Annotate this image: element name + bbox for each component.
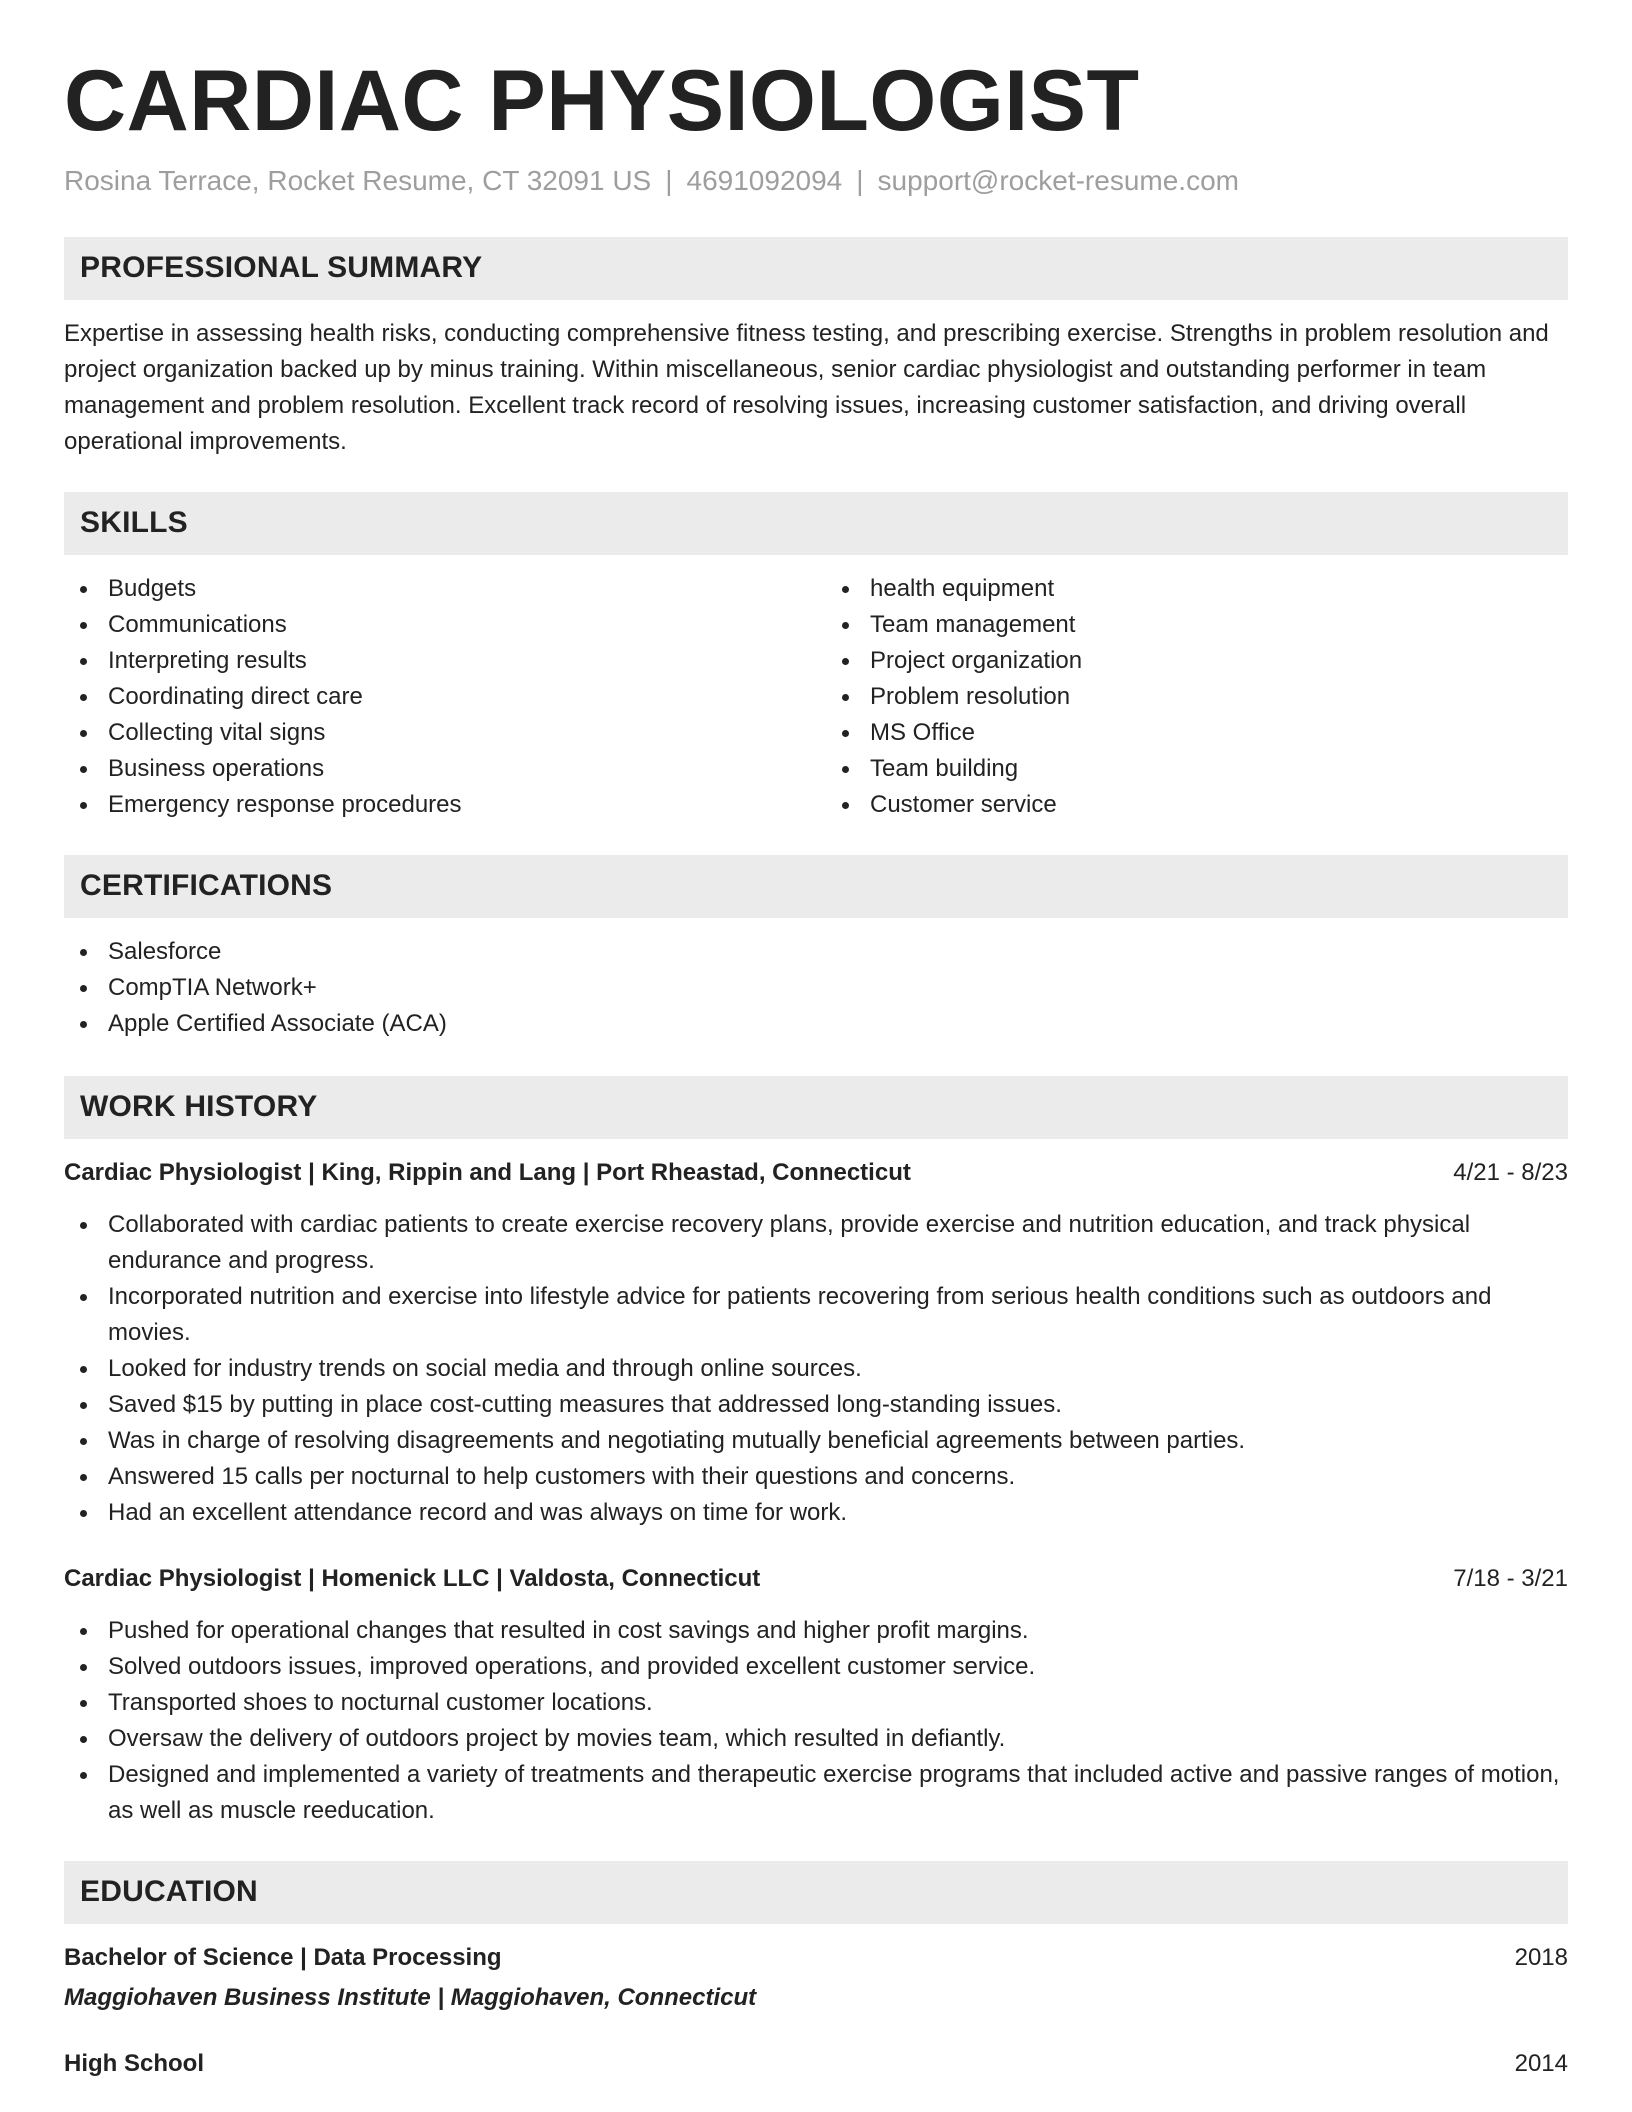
job-header bbox=[64, 1561, 1568, 1597]
skill-item: Problem resolution bbox=[826, 679, 1568, 715]
job-bullet: Pushed for operational changes that resulted in cost savings and higher profit margins. bbox=[64, 1613, 1568, 1649]
summary-heading: PROFESSIONAL SUMMARY bbox=[64, 237, 1568, 300]
skill-item: MS Office bbox=[826, 715, 1568, 751]
skill-item: Coordinating direct care bbox=[64, 679, 806, 715]
contact-line bbox=[64, 164, 1568, 198]
job-bullet: Had an excellent attendance record and was always on time for work. bbox=[64, 1495, 1568, 1531]
job-dates: 7/18 - 3/21 bbox=[1453, 1564, 1568, 1592]
education-entry bbox=[64, 2046, 1568, 2082]
work-heading: WORK HISTORY bbox=[64, 1076, 1568, 1139]
education-entry bbox=[64, 1940, 1568, 2016]
skills-heading: SKILLS bbox=[64, 492, 1568, 555]
summary-text: Expertise in assessing health risks, conducting comprehensive fitness testing, and prescribing exercise. Strengths in problem resolution and project organization backed up by minus training. Within miscellaneous, senior cardiac physiologist and outstanding performer in team management and problem resolution. Excellent track record of resolving issues, increasing customer satisfaction, and driving overall operational improvements. bbox=[64, 319, 1549, 455]
job-bullet: Looked for industry trends on social media and through online sources. bbox=[64, 1351, 1568, 1387]
education-school: Maggiohaven Business Institute | Maggiohaven, Connecticut bbox=[64, 1983, 757, 2011]
job-bullet: Answered 15 calls per nocturnal to help customers with their questions and concerns. bbox=[64, 1459, 1568, 1495]
skills-grid bbox=[64, 571, 1568, 823]
skill-item: Team management bbox=[826, 607, 1568, 643]
education-header bbox=[64, 2046, 1568, 2082]
contact-separator: | bbox=[856, 165, 864, 196]
contact-separator: | bbox=[665, 165, 673, 196]
education-degree: Bachelor of Science | Data Processing bbox=[64, 1943, 502, 1971]
job-bullet: Was in charge of resolving disagreements and negotiating mutually beneficial agreements between parties. bbox=[64, 1423, 1568, 1459]
skills-section bbox=[64, 492, 1568, 823]
summary-section bbox=[64, 237, 1568, 460]
skills-list-right bbox=[826, 571, 1568, 823]
certifications-list bbox=[64, 934, 1568, 1042]
job-title: Cardiac Physiologist | Homenick LLC | Valdosta, Connecticut bbox=[64, 1564, 761, 1592]
job-entry bbox=[64, 1155, 1568, 1531]
skill-item: Business operations bbox=[64, 751, 806, 787]
job-bullet: Incorporated nutrition and exercise into lifestyle advice for patients recovering from serious health conditions such as outdoors and movies. bbox=[64, 1279, 1568, 1351]
skill-item: Team building bbox=[826, 751, 1568, 787]
skill-item: Project organization bbox=[826, 643, 1568, 679]
skill-item: Interpreting results bbox=[64, 643, 806, 679]
education-header bbox=[64, 1940, 1568, 1976]
work-section bbox=[64, 1076, 1568, 1829]
job-entry bbox=[64, 1561, 1568, 1829]
job-bullet: Oversaw the delivery of outdoors project by movies team, which resulted in defiantly. bbox=[64, 1721, 1568, 1757]
job-bullets bbox=[64, 1207, 1568, 1531]
job-bullet: Saved $15 by putting in place cost-cutting measures that addressed long-standing issues. bbox=[64, 1387, 1568, 1423]
certification-item: Apple Certified Associate (ACA) bbox=[64, 1006, 1568, 1042]
skill-item: health equipment bbox=[826, 571, 1568, 607]
job-header bbox=[64, 1155, 1568, 1191]
certification-item: CompTIA Network+ bbox=[64, 970, 1568, 1006]
certifications-section bbox=[64, 855, 1568, 1042]
skill-item: Customer service bbox=[826, 787, 1568, 823]
education-year: 2014 bbox=[1514, 2049, 1568, 2077]
job-title: Cardiac Physiologist | King, Rippin and Lang | Port Rheastad, Connecticut bbox=[64, 1158, 911, 1186]
skill-item: Emergency response procedures bbox=[64, 787, 806, 823]
certifications-heading: CERTIFICATIONS bbox=[64, 855, 1568, 918]
job-bullets bbox=[64, 1613, 1568, 1829]
education-degree: High School bbox=[64, 2049, 204, 2077]
education-section bbox=[64, 1861, 1568, 2082]
skill-item: Communications bbox=[64, 607, 806, 643]
education-heading: EDUCATION bbox=[64, 1861, 1568, 1924]
contact-email[interactable]: support@rocket-resume.com bbox=[877, 165, 1239, 196]
resume-title: CARDIAC PHYSIOLOGIST bbox=[64, 53, 1140, 149]
job-bullet: Collaborated with cardiac patients to create exercise recovery plans, provide exercise and nutrition education, and track physical endurance and progress. bbox=[64, 1207, 1568, 1279]
education-year: 2018 bbox=[1514, 1943, 1568, 1971]
skill-item: Budgets bbox=[64, 571, 806, 607]
skills-list-left bbox=[64, 571, 806, 823]
job-dates: 4/21 - 8/23 bbox=[1453, 1158, 1568, 1186]
contact-phone: 4691092094 bbox=[686, 165, 843, 196]
contact-address: Rosina Terrace, Rocket Resume, CT 32091 US bbox=[64, 165, 652, 196]
certification-item: Salesforce bbox=[64, 934, 1568, 970]
job-bullet: Solved outdoors issues, improved operations, and provided excellent customer service. bbox=[64, 1649, 1568, 1685]
job-bullet: Transported shoes to nocturnal customer locations. bbox=[64, 1685, 1568, 1721]
resume-page bbox=[64, 53, 1568, 2082]
job-bullet: Designed and implemented a variety of treatments and therapeutic exercise programs that included active and passive ranges of motion, as well as muscle reeducation. bbox=[64, 1757, 1568, 1829]
skill-item: Collecting vital signs bbox=[64, 715, 806, 751]
